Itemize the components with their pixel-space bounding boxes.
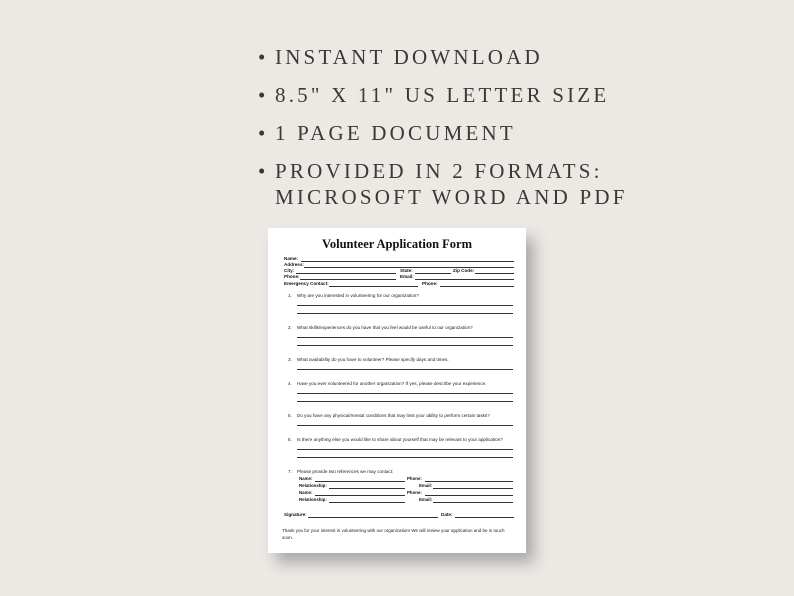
question-text: Have you ever volunteered for another organization? If yes, please describe your experience. [297,381,487,386]
reference-name-label: Name: [299,476,313,481]
reference-phone-line [425,481,513,482]
question-number: 2. [288,325,292,330]
reference-relationship-label: Relationship: [299,497,327,502]
form-preview-page [268,228,526,553]
city-label: City: [284,268,295,273]
date-line [455,517,514,518]
signature-line [308,517,438,518]
answer-line [297,337,513,338]
reference-1-name-row [299,476,514,482]
reference-1-relationship-row [299,483,514,489]
question-number: 6. [288,437,292,442]
email-label: Email: [400,274,414,279]
name-label: Name: [284,256,299,261]
date-label: Date: [441,512,453,517]
bullet-icon: • [258,121,269,145]
emergency-line [329,286,418,287]
reference-phone-line [425,495,513,496]
reference-phone-label: Phone: [407,476,422,481]
answer-line [297,449,513,450]
answer-line [297,457,513,458]
question-number: 3. [288,357,292,362]
signature-row [284,512,514,518]
emergency-label: Emergency Contact: [284,281,329,286]
emergency-phone-line [440,286,514,287]
question-text: What availability do you have to volunteer? Please specify days and times. [297,357,449,362]
thank-you-note: Thank you for your interest in volunteering with our organization! We will review your application and be in touch soon. [282,528,505,540]
question-text: Why are you interested in volunteering for our organization? [297,293,419,298]
email-line [415,279,514,280]
answer-line [297,401,513,402]
phone-row [284,274,514,280]
question-text: What skills/experiences do you have that you feel would be useful to our organization? [297,325,473,330]
bullet-icon: • [258,83,269,107]
reference-relationship-line [329,488,405,489]
feature-list [258,44,778,222]
question-text: Is there anything else you would like to share about yourself that may be relevant to your application? [297,437,503,442]
feature-text: 1 PAGE DOCUMENT [275,121,516,145]
reference-email-label: Email: [419,483,433,488]
reference-name-label: Name: [299,490,313,495]
reference-name-line [315,481,405,482]
feature-item [258,44,778,70]
feature-item [258,158,778,210]
signature-label: Signature: [284,512,307,517]
reference-email-label: Email: [419,497,433,502]
reference-phone-label: Phone: [407,490,422,495]
reference-relationship-line [329,502,405,503]
feature-text: PROVIDED IN 2 FORMATS: [275,159,603,183]
feature-text: INSTANT DOWNLOAD [275,45,543,69]
zip-label: Zip Code: [453,268,475,273]
reference-2-relationship-row [299,497,514,503]
answer-line [297,369,513,370]
answer-line [297,393,513,394]
answer-line [297,345,513,346]
state-label: State: [400,268,413,273]
phone-line [300,279,396,280]
question-number: 1. [288,293,292,298]
question-number: 7. [288,469,292,474]
feature-item [258,120,778,146]
feature-text: 8.5" X 11" US LETTER SIZE [275,83,610,107]
form-title: Volunteer Application Form [321,237,472,251]
address-label: Address: [284,262,304,267]
question-number: 5. [288,413,292,418]
question-text: Do you have any physical/mental conditions that may limit your ability to perform certain tasks? [297,413,490,418]
question-text: Please provide two references we may contact: [297,469,394,474]
answer-line [297,425,513,426]
answer-line [297,305,513,306]
feature-text: MICROSOFT WORD AND PDF [275,185,628,209]
bullet-icon: • [258,159,269,183]
answer-line [297,313,513,314]
emergency-row [284,281,514,287]
reference-email-line [433,488,513,489]
bullet-icon: • [258,45,269,69]
question-number: 4. [288,381,292,386]
emergency-phone-label: Phone: [422,281,438,286]
feature-item [258,82,778,108]
phone-label: Phone: [284,274,300,279]
reference-relationship-label: Relationship: [299,483,327,488]
reference-email-line [433,502,513,503]
reference-name-line [315,495,405,496]
reference-2-name-row [299,490,514,496]
